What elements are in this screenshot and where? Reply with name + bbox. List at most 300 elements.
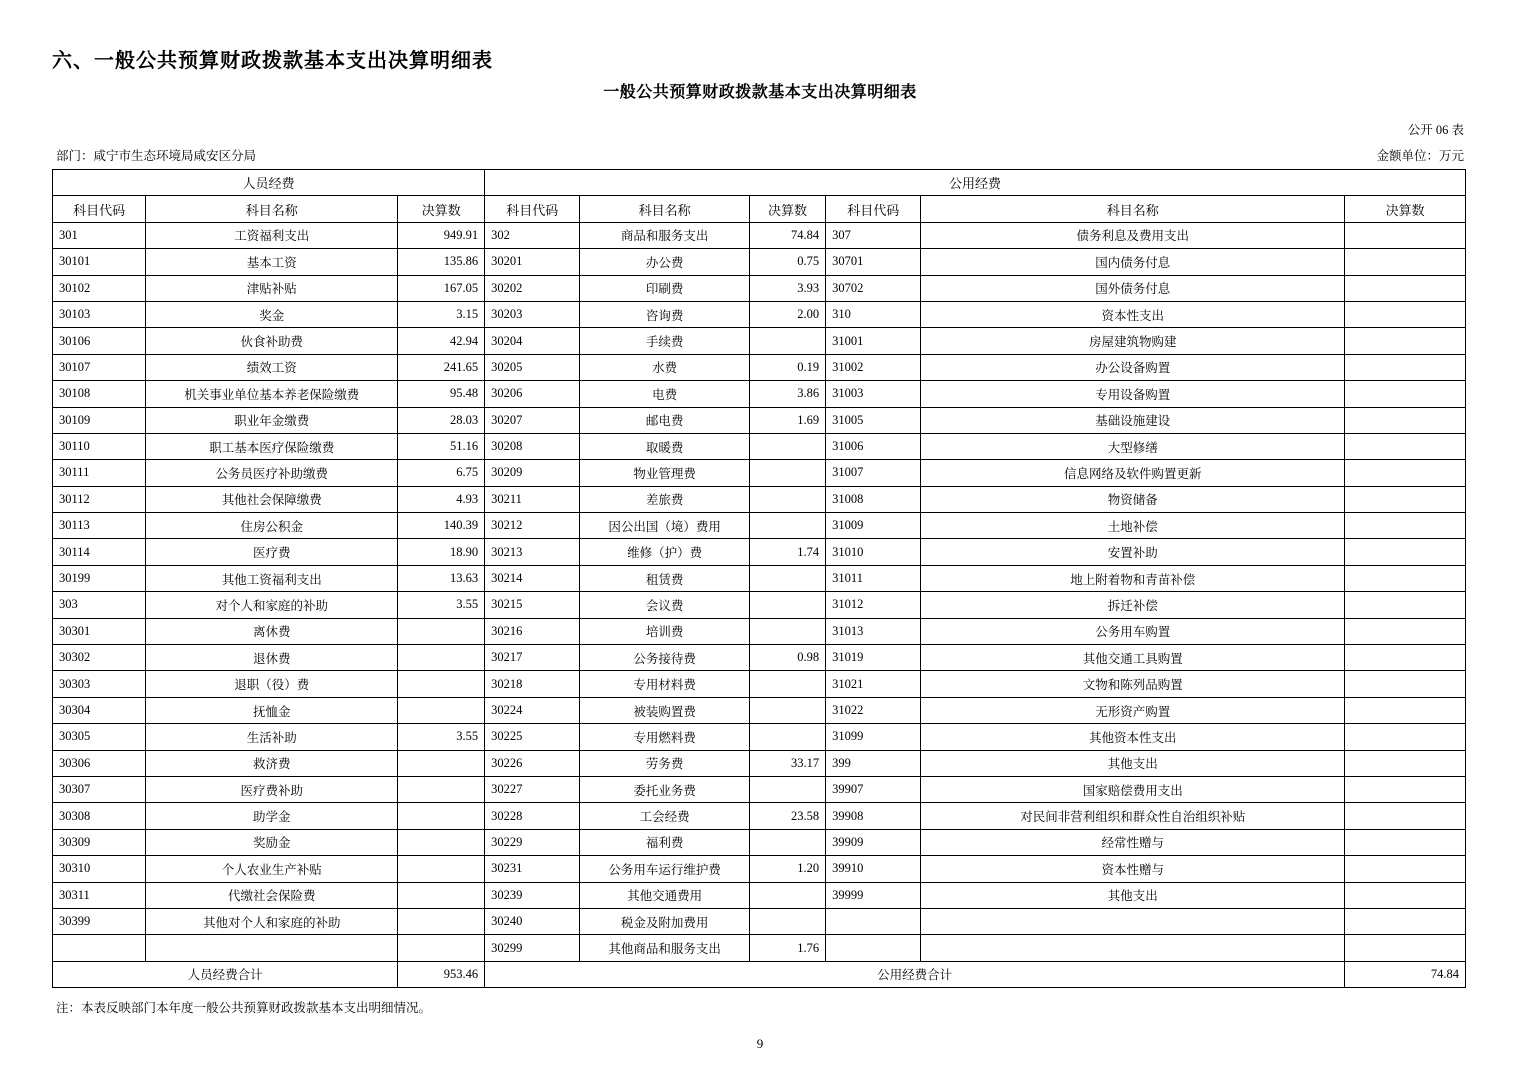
capital-code: 310 (826, 301, 921, 327)
table-row (53, 407, 1466, 433)
personnel-code: 30113 (53, 513, 146, 539)
table-row (53, 908, 1466, 934)
capital-code: 31010 (826, 539, 921, 565)
capital-name: 文物和陈列品购置 (921, 671, 1345, 697)
capital-name (921, 935, 1345, 961)
capital-name: 拆迁补偿 (921, 592, 1345, 618)
capital-name: 经常性赠与 (921, 829, 1345, 855)
capital-amount (1345, 908, 1466, 934)
goods-name: 差旅费 (580, 486, 749, 512)
goods-code: 30206 (485, 381, 580, 407)
goods-amount (749, 829, 825, 855)
personnel-code: 30112 (53, 486, 146, 512)
personnel-name: 伙食补助费 (146, 328, 398, 354)
goods-name: 培训费 (580, 618, 749, 644)
personnel-code: 303 (53, 592, 146, 618)
col-header-code-3: 科目代码 (826, 196, 921, 222)
goods-amount: 0.98 (749, 645, 825, 671)
goods-code: 30204 (485, 328, 580, 354)
table-row (53, 381, 1466, 407)
column-header-row (53, 196, 1466, 222)
table-body (53, 222, 1466, 961)
capital-code: 39910 (826, 856, 921, 882)
goods-code: 30201 (485, 249, 580, 275)
capital-name: 其他交通工具购置 (921, 645, 1345, 671)
personnel-amount: 4.93 (398, 486, 485, 512)
goods-name: 因公出国（境）费用 (580, 513, 749, 539)
goods-amount (749, 565, 825, 591)
meta-row (52, 146, 1468, 164)
capital-amount (1345, 301, 1466, 327)
group-header-public: 公用经费 (485, 170, 1466, 196)
personnel-name: 职工基本医疗保险缴费 (146, 433, 398, 459)
personnel-name: 对个人和家庭的补助 (146, 592, 398, 618)
capital-amount (1345, 645, 1466, 671)
table-row (53, 301, 1466, 327)
goods-name: 公务接待费 (580, 645, 749, 671)
capital-name: 房屋建筑物购建 (921, 328, 1345, 354)
goods-name: 福利费 (580, 829, 749, 855)
department-label: 部门：咸宁市生态环境局咸安区分局 (56, 149, 257, 163)
capital-name: 国外债务付息 (921, 275, 1345, 301)
capital-name: 其他支出 (921, 750, 1345, 776)
goods-name: 被装购置费 (580, 697, 749, 723)
col-header-name-2: 科目名称 (580, 196, 749, 222)
personnel-code: 301 (53, 222, 146, 248)
capital-name: 其他支出 (921, 882, 1345, 908)
personnel-code: 30101 (53, 249, 146, 275)
personnel-code: 30106 (53, 328, 146, 354)
goods-name: 租赁费 (580, 565, 749, 591)
capital-code: 31003 (826, 381, 921, 407)
personnel-code: 30302 (53, 645, 146, 671)
personnel-amount (398, 829, 485, 855)
goods-amount: 1.76 (749, 935, 825, 961)
personnel-code: 30311 (53, 882, 146, 908)
capital-amount (1345, 486, 1466, 512)
personnel-amount (398, 697, 485, 723)
personnel-code: 30308 (53, 803, 146, 829)
goods-name: 印刷费 (580, 275, 749, 301)
goods-name: 公务用车运行维护费 (580, 856, 749, 882)
capital-amount (1345, 618, 1466, 644)
col-header-amount-1: 决算数 (398, 196, 485, 222)
capital-name: 其他资本性支出 (921, 724, 1345, 750)
totals-row (53, 961, 1466, 987)
personnel-amount (398, 618, 485, 644)
capital-code: 31099 (826, 724, 921, 750)
personnel-code: 30399 (53, 908, 146, 934)
goods-code: 30203 (485, 301, 580, 327)
goods-code: 30240 (485, 908, 580, 934)
goods-name: 专用材料费 (580, 671, 749, 697)
capital-name: 债务利息及费用支出 (921, 222, 1345, 248)
goods-code: 30209 (485, 460, 580, 486)
capital-amount (1345, 354, 1466, 380)
goods-amount (749, 724, 825, 750)
goods-amount (749, 460, 825, 486)
personnel-name (146, 935, 398, 961)
goods-name: 手续费 (580, 328, 749, 354)
capital-amount (1345, 539, 1466, 565)
goods-amount: 0.75 (749, 249, 825, 275)
goods-name: 其他交通费用 (580, 882, 749, 908)
personnel-name: 助学金 (146, 803, 398, 829)
goods-name: 劳务费 (580, 750, 749, 776)
goods-amount: 1.69 (749, 407, 825, 433)
goods-name: 维修（护）费 (580, 539, 749, 565)
capital-name: 公务用车购置 (921, 618, 1345, 644)
capital-code (826, 908, 921, 934)
goods-name: 商品和服务支出 (580, 222, 749, 248)
table-row (53, 539, 1466, 565)
col-header-code-2: 科目代码 (485, 196, 580, 222)
personnel-amount: 13.63 (398, 565, 485, 591)
capital-name: 办公设备购置 (921, 354, 1345, 380)
capital-amount (1345, 407, 1466, 433)
capital-name: 物资储备 (921, 486, 1345, 512)
capital-code (826, 935, 921, 961)
capital-amount (1345, 381, 1466, 407)
capital-amount (1345, 803, 1466, 829)
capital-amount (1345, 222, 1466, 248)
personnel-name: 医疗费补助 (146, 776, 398, 802)
personnel-amount (398, 908, 485, 934)
personnel-code: 30301 (53, 618, 146, 644)
personnel-amount: 3.55 (398, 592, 485, 618)
capital-amount (1345, 460, 1466, 486)
capital-name: 专用设备购置 (921, 381, 1345, 407)
goods-name: 其他商品和服务支出 (580, 935, 749, 961)
personnel-code (53, 935, 146, 961)
capital-code: 307 (826, 222, 921, 248)
table-row (53, 513, 1466, 539)
col-header-code-1: 科目代码 (53, 196, 146, 222)
public-total-value: 74.84 (1345, 961, 1466, 987)
table-row (53, 671, 1466, 697)
personnel-total-value: 953.46 (398, 961, 485, 987)
capital-amount (1345, 671, 1466, 697)
personnel-code: 30102 (53, 275, 146, 301)
table-row (53, 328, 1466, 354)
capital-name: 大型修缮 (921, 433, 1345, 459)
capital-code: 31009 (826, 513, 921, 539)
table-row (53, 618, 1466, 644)
goods-code: 302 (485, 222, 580, 248)
personnel-name: 住房公积金 (146, 513, 398, 539)
personnel-amount: 241.65 (398, 354, 485, 380)
goods-amount (749, 618, 825, 644)
goods-name: 专用燃料费 (580, 724, 749, 750)
goods-code: 30239 (485, 882, 580, 908)
goods-amount: 0.19 (749, 354, 825, 380)
goods-amount: 1.74 (749, 539, 825, 565)
goods-amount: 33.17 (749, 750, 825, 776)
goods-amount (749, 776, 825, 802)
form-code: 公开 06 表 (1407, 123, 1464, 137)
capital-code: 31005 (826, 407, 921, 433)
table-row (53, 354, 1466, 380)
capital-name: 安置补助 (921, 539, 1345, 565)
personnel-name: 救济费 (146, 750, 398, 776)
personnel-name: 医疗费 (146, 539, 398, 565)
goods-name: 电费 (580, 381, 749, 407)
goods-amount (749, 671, 825, 697)
personnel-code: 30304 (53, 697, 146, 723)
group-header-personnel: 人员经费 (53, 170, 485, 196)
personnel-amount: 167.05 (398, 275, 485, 301)
goods-code: 30207 (485, 407, 580, 433)
public-total-label: 公用经费合计 (485, 961, 1345, 987)
goods-amount (749, 908, 825, 934)
capital-amount (1345, 724, 1466, 750)
goods-code: 30216 (485, 618, 580, 644)
personnel-amount: 3.55 (398, 724, 485, 750)
capital-name: 信息网络及软件购置更新 (921, 460, 1345, 486)
personnel-total-label: 人员经费合计 (53, 961, 398, 987)
personnel-name: 绩效工资 (146, 354, 398, 380)
capital-amount (1345, 275, 1466, 301)
personnel-code: 30199 (53, 565, 146, 591)
goods-amount (749, 328, 825, 354)
goods-code: 30217 (485, 645, 580, 671)
goods-name: 物业管理费 (580, 460, 749, 486)
col-header-name-1: 科目名称 (146, 196, 398, 222)
capital-code: 39999 (826, 882, 921, 908)
personnel-amount: 6.75 (398, 460, 485, 486)
capital-code: 31011 (826, 565, 921, 591)
goods-code: 30212 (485, 513, 580, 539)
personnel-amount (398, 803, 485, 829)
personnel-name: 奖金 (146, 301, 398, 327)
capital-code: 39908 (826, 803, 921, 829)
personnel-code: 30309 (53, 829, 146, 855)
personnel-amount: 135.86 (398, 249, 485, 275)
personnel-name: 其他工资福利支出 (146, 565, 398, 591)
personnel-code: 30107 (53, 354, 146, 380)
personnel-code: 30310 (53, 856, 146, 882)
personnel-amount (398, 671, 485, 697)
personnel-code: 30305 (53, 724, 146, 750)
group-header-row (53, 170, 1466, 196)
goods-amount (749, 882, 825, 908)
capital-name: 地上附着物和青苗补偿 (921, 565, 1345, 591)
table-row (53, 935, 1466, 961)
capital-code: 31013 (826, 618, 921, 644)
personnel-name: 生活补助 (146, 724, 398, 750)
goods-code: 30208 (485, 433, 580, 459)
goods-name: 工会经费 (580, 803, 749, 829)
capital-name: 基础设施建设 (921, 407, 1345, 433)
personnel-name: 津贴补贴 (146, 275, 398, 301)
personnel-code: 30306 (53, 750, 146, 776)
personnel-name: 其他对个人和家庭的补助 (146, 908, 398, 934)
goods-amount (749, 486, 825, 512)
personnel-amount: 949.91 (398, 222, 485, 248)
table-row (53, 697, 1466, 723)
goods-code: 30224 (485, 697, 580, 723)
personnel-name: 个人农业生产补贴 (146, 856, 398, 882)
capital-amount (1345, 750, 1466, 776)
goods-amount (749, 513, 825, 539)
capital-amount (1345, 513, 1466, 539)
goods-amount (749, 592, 825, 618)
capital-name: 无形资产购置 (921, 697, 1345, 723)
personnel-amount: 95.48 (398, 381, 485, 407)
table-row (53, 249, 1466, 275)
goods-amount: 74.84 (749, 222, 825, 248)
goods-amount (749, 433, 825, 459)
personnel-name: 奖励金 (146, 829, 398, 855)
personnel-code: 30307 (53, 776, 146, 802)
goods-name: 委托业务费 (580, 776, 749, 802)
goods-name: 会议费 (580, 592, 749, 618)
goods-amount: 23.58 (749, 803, 825, 829)
personnel-amount: 3.15 (398, 301, 485, 327)
personnel-amount: 42.94 (398, 328, 485, 354)
capital-code: 31007 (826, 460, 921, 486)
goods-name: 邮电费 (580, 407, 749, 433)
goods-name: 水费 (580, 354, 749, 380)
personnel-name: 公务员医疗补助缴费 (146, 460, 398, 486)
amount-unit-label: 金额单位：万元 (1376, 149, 1464, 163)
personnel-code: 30108 (53, 381, 146, 407)
goods-code: 30205 (485, 354, 580, 380)
personnel-amount: 18.90 (398, 539, 485, 565)
capital-amount (1345, 882, 1466, 908)
page-number: 9 (756, 1036, 764, 1051)
budget-table (52, 169, 1466, 988)
table-row (53, 592, 1466, 618)
capital-name: 土地补偿 (921, 513, 1345, 539)
capital-code: 31006 (826, 433, 921, 459)
table-row (53, 433, 1466, 459)
table-row (53, 803, 1466, 829)
capital-amount (1345, 592, 1466, 618)
table-row (53, 776, 1466, 802)
capital-code: 31019 (826, 645, 921, 671)
capital-code: 31008 (826, 486, 921, 512)
goods-code: 30218 (485, 671, 580, 697)
capital-name (921, 908, 1345, 934)
table-row (53, 460, 1466, 486)
goods-name: 税金及附加费用 (580, 908, 749, 934)
goods-code: 30211 (485, 486, 580, 512)
goods-name: 咨询费 (580, 301, 749, 327)
goods-amount: 2.00 (749, 301, 825, 327)
personnel-code: 30109 (53, 407, 146, 433)
goods-amount (749, 697, 825, 723)
goods-code: 30231 (485, 856, 580, 882)
goods-code: 30214 (485, 565, 580, 591)
personnel-code: 30110 (53, 433, 146, 459)
table-row (53, 565, 1466, 591)
table-row (53, 856, 1466, 882)
personnel-name: 其他社会保障缴费 (146, 486, 398, 512)
personnel-code: 30303 (53, 671, 146, 697)
personnel-name: 基本工资 (146, 249, 398, 275)
capital-amount (1345, 565, 1466, 591)
capital-code: 39909 (826, 829, 921, 855)
personnel-amount (398, 750, 485, 776)
table-row (53, 750, 1466, 776)
capital-code: 31001 (826, 328, 921, 354)
goods-name: 办公费 (580, 249, 749, 275)
goods-code: 30229 (485, 829, 580, 855)
capital-code: 39907 (826, 776, 921, 802)
personnel-name: 职业年金缴费 (146, 407, 398, 433)
personnel-name: 离休费 (146, 618, 398, 644)
col-header-amount-3: 决算数 (1345, 196, 1466, 222)
personnel-code: 30103 (53, 301, 146, 327)
document-title: 一般公共预算财政拨款基本支出决算明细表 (603, 84, 917, 101)
capital-amount (1345, 328, 1466, 354)
capital-amount (1345, 776, 1466, 802)
personnel-name: 代缴社会保险费 (146, 882, 398, 908)
capital-name: 资本性赠与 (921, 856, 1345, 882)
personnel-amount: 140.39 (398, 513, 485, 539)
col-header-amount-2: 决算数 (749, 196, 825, 222)
capital-amount (1345, 433, 1466, 459)
table-row (53, 724, 1466, 750)
table-row (53, 645, 1466, 671)
personnel-amount (398, 935, 485, 961)
goods-code: 30215 (485, 592, 580, 618)
goods-amount: 3.86 (749, 381, 825, 407)
personnel-code: 30114 (53, 539, 146, 565)
personnel-amount (398, 645, 485, 671)
goods-code: 30225 (485, 724, 580, 750)
capital-amount (1345, 856, 1466, 882)
personnel-name: 退职（役）费 (146, 671, 398, 697)
capital-code: 30702 (826, 275, 921, 301)
personnel-code: 30111 (53, 460, 146, 486)
table-row (53, 222, 1466, 248)
capital-code: 399 (826, 750, 921, 776)
goods-amount: 3.93 (749, 275, 825, 301)
personnel-amount (398, 856, 485, 882)
goods-name: 取暖费 (580, 433, 749, 459)
capital-amount (1345, 249, 1466, 275)
personnel-amount: 28.03 (398, 407, 485, 433)
table-row (53, 829, 1466, 855)
capital-name: 对民间非营利组织和群众性自治组织补贴 (921, 803, 1345, 829)
capital-amount (1345, 935, 1466, 961)
table-row (53, 486, 1466, 512)
col-header-name-3: 科目名称 (921, 196, 1345, 222)
capital-amount (1345, 697, 1466, 723)
goods-code: 30202 (485, 275, 580, 301)
personnel-name: 退休费 (146, 645, 398, 671)
personnel-name: 机关事业单位基本养老保险缴费 (146, 381, 398, 407)
capital-amount (1345, 829, 1466, 855)
goods-code: 30227 (485, 776, 580, 802)
capital-name: 国家赔偿费用支出 (921, 776, 1345, 802)
goods-code: 30213 (485, 539, 580, 565)
capital-code: 31021 (826, 671, 921, 697)
capital-code: 31022 (826, 697, 921, 723)
personnel-amount: 51.16 (398, 433, 485, 459)
capital-code: 31002 (826, 354, 921, 380)
personnel-amount (398, 776, 485, 802)
goods-code: 30299 (485, 935, 580, 961)
table-row (53, 882, 1466, 908)
table-note: 注：本表反映部门本年度一般公共预算财政拨款基本支出明细情况。 (56, 1001, 432, 1016)
table-row (53, 275, 1466, 301)
goods-amount: 1.20 (749, 856, 825, 882)
personnel-name: 工资福利支出 (146, 222, 398, 248)
capital-code: 30701 (826, 249, 921, 275)
